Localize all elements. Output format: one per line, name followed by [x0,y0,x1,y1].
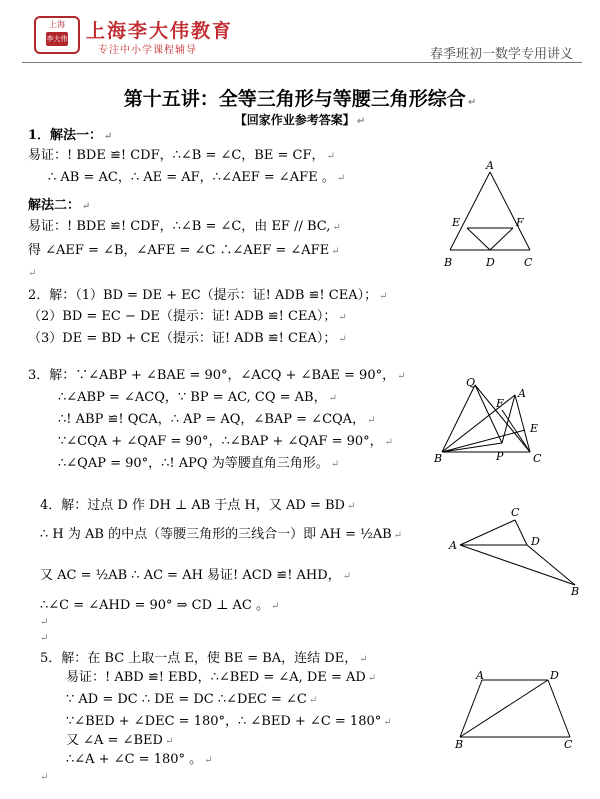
p2-line: （2）BD = EC − DE（提示：证! ADB ≌! CEA）； ↵ [28,309,347,324]
p3-line: ∴! ABP ≌! QCA，∴ AP = AQ，∠BAP = ∠CQA， ↵ [58,412,376,427]
point-label-P: P [496,450,504,463]
p5-line: ∵ AD = DC ∴ DE = DC ∴∠DEC = ∠C ↵ [66,692,318,707]
segment-QB [442,385,475,452]
point-label-A: A [476,669,484,682]
p1-line: 得 ∠AEF = ∠B，∠AFE = ∠C ∴∠AEF = ∠AFE ↵ [28,243,340,258]
p1-method2-heading: 解法二： ↵ [28,198,91,213]
p4-line: 又 AC = ½AB ∴ AC = AH 易证! ACD ≌! AHD， ↵ [40,568,352,583]
point-label-A: A [518,387,526,400]
point-label-A: A [486,160,494,172]
p1-line: ∴ AB = AC，∴ AE = AF，∴∠AEF = ∠AFE 。 ↵ [48,170,346,185]
segment-QP [475,385,502,443]
point-label-D: D [550,669,559,682]
p4-line: ∴ H 为 AB 的中点（等腰三角形的三线合一）即 AH = ½AB ↵ [40,527,403,542]
p1-heading: 1．解法一： ↵ [28,128,113,143]
paragraph-mark: ↵ [40,617,49,628]
segment-DC [548,680,570,737]
p1-line: 易证：! BDE ≌! CDF，∴∠B = ∠C，由 EF // BC, ↵ [28,219,341,234]
logo [34,16,80,54]
segment-BE [442,430,525,452]
org-name: 上海李大伟教育 [86,20,234,42]
segment-AB [450,172,490,250]
series-name: 春季班初一数学专用讲义 [430,47,574,62]
figure-3-triangles [430,370,550,465]
p5-line: 5．解：在 BC 上取一点 E，使 BE = BA，连结 DE， ↵ [40,651,368,666]
point-label-D: D [486,256,495,269]
point-label-B: B [571,585,580,595]
segment-CD [515,520,527,545]
segment-CF [502,410,530,452]
point-label-C: C [533,452,542,465]
point-label-B: B [434,452,443,465]
segment-AC [490,172,530,250]
page-subtitle: 【回家作业参考答案】 ↵ [234,113,366,127]
segment-BA [460,680,482,737]
figure-5-trapezoid [450,665,580,750]
point-label-D: D [531,535,540,548]
paragraph-mark: ↵ [40,772,49,783]
header-divider [22,62,582,63]
p3-line: 3．解：∵∠ABP + ∠BAE = 90°，∠ACQ + ∠BAE = 90°， ↵ [28,368,406,383]
logo-seal: 李大伟 [46,32,68,46]
p4-line: ∴∠C = ∠AHD = 90° ⇒ CD ⊥ AC 。 ↵ [40,598,280,613]
point-label-F: F [496,397,504,410]
figure-4-quadrilateral [445,500,585,595]
point-label-F: F [516,216,524,229]
segment-ED [467,228,490,250]
p1-line: 易证：! BDE ≌! CDF，∴∠B = ∠C，BE = CF， ↵ [28,148,335,163]
org-slogan: 专注中小学课程辅导 [98,45,197,56]
segment-BD [460,680,548,737]
page-title: 第十五讲：全等三角形与等腰三角形综合 ↵ [123,88,477,110]
segment-DB [527,545,575,585]
p3-line: ∴∠ABP = ∠ACQ，∵ BP = AC, CQ = AB， ↵ [58,390,337,405]
point-label-A: A [449,539,457,552]
p5-line: ∴∠A + ∠C = 180° 。 ↵ [66,752,213,767]
figure-1-triangle [440,160,540,275]
point-label-B: B [455,738,464,750]
segment-BA [442,395,515,452]
p2-line: （3）DE = BD + CE（提示：证! ADB ≌! CEA）； ↵ [28,331,347,346]
point-label-C: C [524,256,533,269]
point-label-Q: Q [466,376,476,389]
point-label-C: C [511,506,520,519]
p3-line: ∴∠QAP = 90°，∴! APQ 为等腰直角三角形。 ↵ [58,456,340,471]
p5-line: 易证：! ABD ≌! EBD，∴∠BED = ∠A, DE = AD ↵ [66,670,377,685]
p4-line: 4．解：过点 D 作 DH ⊥ AB 于点 H，又 AD = BD ↵ [40,498,356,513]
p5-line: ∵∠BED + ∠DEC = 180°，∴ ∠BED + ∠C = 180° ↵ [66,714,392,729]
p3-line: ∵∠CQA + ∠QAF = 90°，∴∠BAP + ∠QAF = 90°， ↵ [58,434,394,449]
segment-FD [490,228,513,250]
point-label-C: C [564,738,573,750]
point-label-B: B [444,256,453,269]
paragraph-mark: ↵ [40,633,49,644]
paragraph-mark: ↵ [28,268,37,279]
logo-text: 上海 [49,20,65,29]
point-label-E: E [530,422,539,435]
point-label-E: E [452,216,461,229]
segment-AC [460,520,515,545]
p2-line: 2．解：（1）BD = DE + EC（提示：证! ADB ≌! CEA）； ↵ [28,288,388,303]
segment-AB [460,545,575,585]
p5-line: 又 ∠A = ∠BED ↵ [66,733,174,748]
